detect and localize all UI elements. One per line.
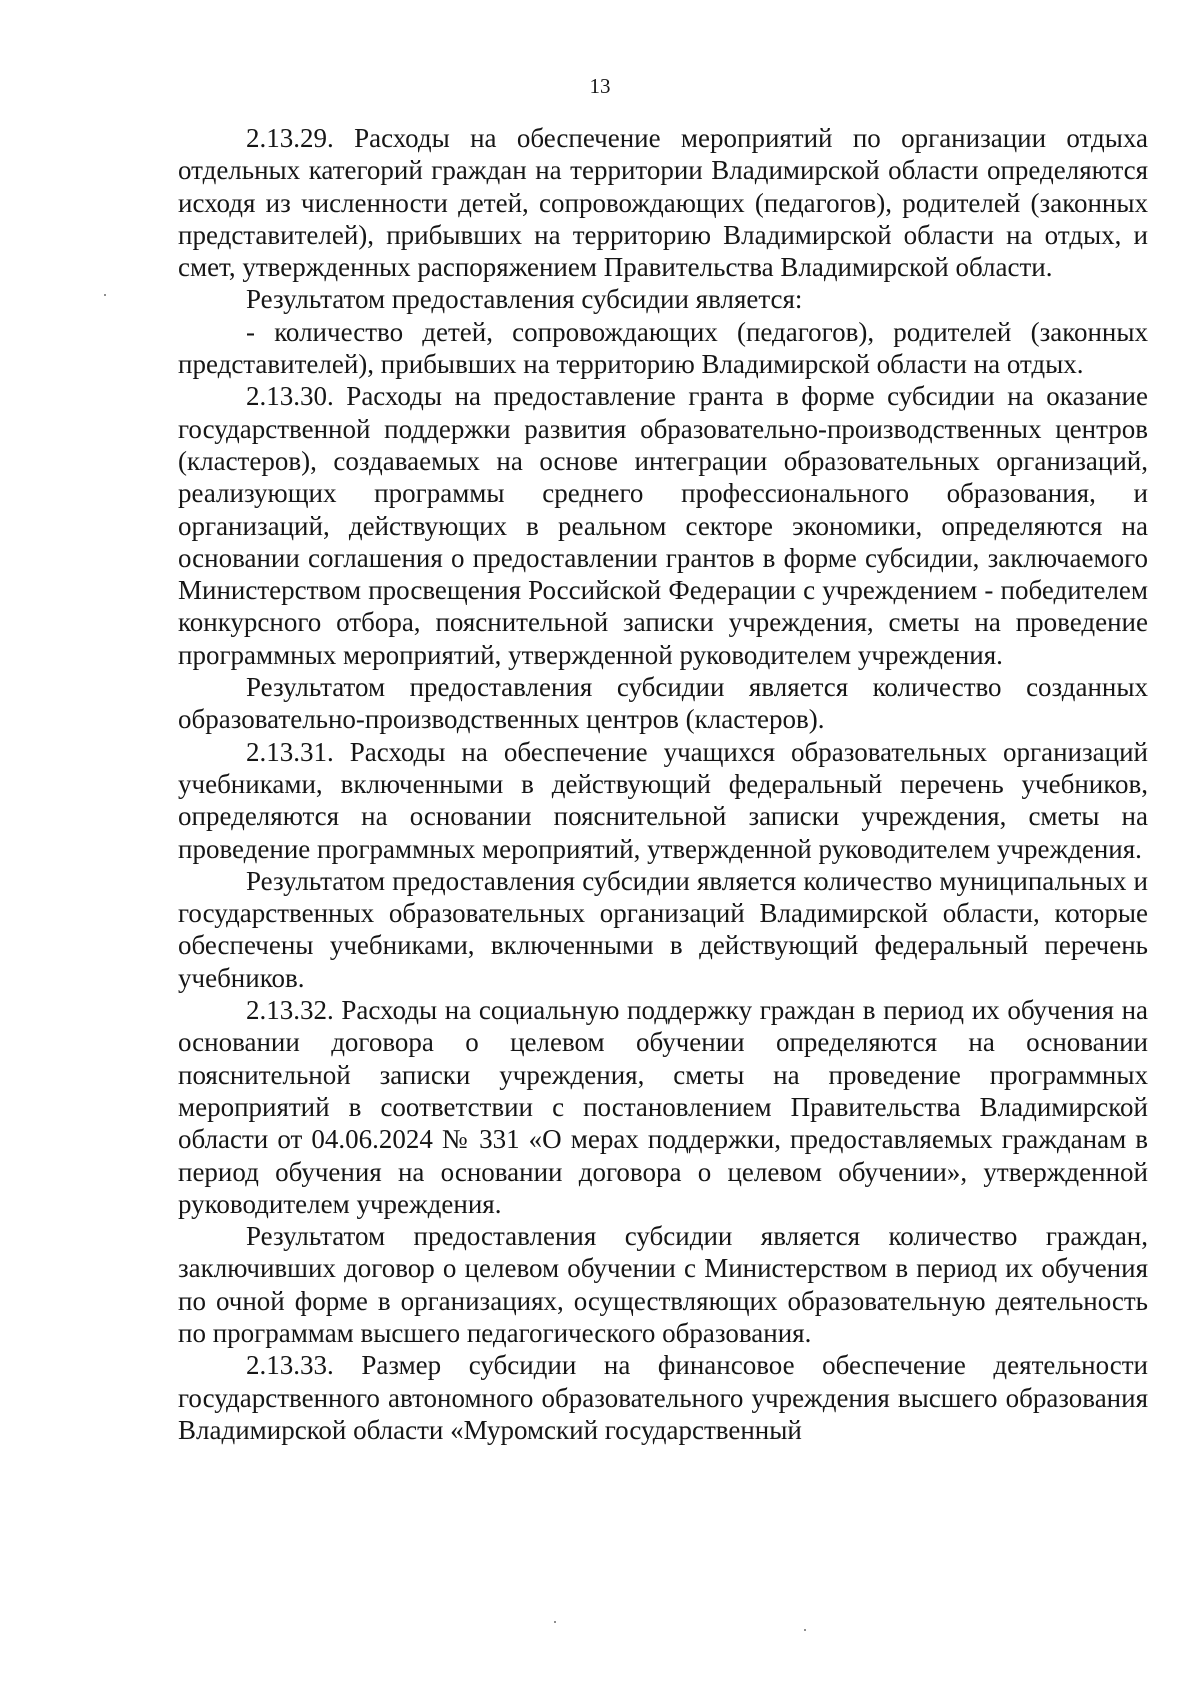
page-number: 13 — [589, 74, 611, 98]
paragraph-2-13-33: 2.13.33. Размер субсидии на финансовое обеспечение деятельности государственного автономного образовательного учреждения высшего образования Владимирской области «Муромский государственный — [178, 1350, 1148, 1445]
paragraph-result-textbooks: Результатом предоставления субсидии является количество муниципальных и государственных образовательных организаций Владимирской области, которые обеспечены учебниками, включенными в действующий федеральный перечень учебников. — [178, 865, 1148, 993]
scan-speck — [554, 1621, 556, 1623]
paragraph-result-intro: Результатом предоставления субсидии является: — [246, 284, 803, 315]
paragraph-result-children: - количество детей, сопровождающих (педагогов), родителей (законных представителей), прибывших на территорию Владимирской области на отдых. — [178, 316, 1148, 380]
paragraph-result-citizens: Результатом предоставления субсидии является количество граждан, заключивших договор о целевом обучении с Министерством в период их обучения по очной форме в организациях, осуществляющих образовательную деятельность по программам высшего педагогического образования. — [178, 1221, 1148, 1348]
document-body — [178, 122, 1148, 1446]
paragraph-2-13-29: 2.13.29. Расходы на обеспечение мероприятий по организации отдыха отдельных категорий граждан на территории Владимирской области определяются исходя из численности детей, сопровождающих (педагогов), родителей (законных представителей), прибывших на территорию Владимирской области на отдых, и смет, утвержденных распоряжением Правительства Владимирской области. — [178, 123, 1148, 283]
paragraph-2-13-32: 2.13.32. Расходы на социальную поддержку граждан в период их обучения на основании договора о целевом обучении определяются на основании пояснительной записки учреждения, сметы на проведение программных мероприятий в соответствии с постановлением Правительства Владимирской области от 04.06.2024 № 331 «О мерах поддержки, предоставляемых гражданам в период обучения на основании договора о целевом обучении», утвержденной руководителем учреждения. — [178, 995, 1148, 1219]
scan-speck — [104, 294, 106, 296]
scan-speck — [804, 1629, 806, 1631]
paragraph-result-clusters: Результатом предоставления субсидии является количество созданных образовательно-производственных центров (кластеров). — [178, 672, 1148, 735]
paragraph-2-13-31: 2.13.31. Расходы на обеспечение учащихся образовательных организаций учебниками, включенными в действующий федеральный перечень учебников, определяются на основании пояснительной записки учреждения, сметы на проведение программных мероприятий, утвержденной руководителем учреждения. — [178, 736, 1148, 864]
paragraph-2-13-30: 2.13.30. Расходы на предоставление гранта в форме субсидии на оказание государственной поддержки развития образовательно-производственных центров (кластеров), создаваемых на основе интеграции образовательных организаций, реализующих программы среднего профессионального образования, и организаций, действующих в реальном секторе экономики, определяются на основании соглашения о предоставлении грантов в форме субсидии, заключаемого Министерством просвещения Российской Федерации с учреждением - победителем конкурсного отбора, пояснительной записки учреждения, сметы на проведение программных мероприятий, утвержденной руководителем учреждения. — [178, 381, 1148, 670]
